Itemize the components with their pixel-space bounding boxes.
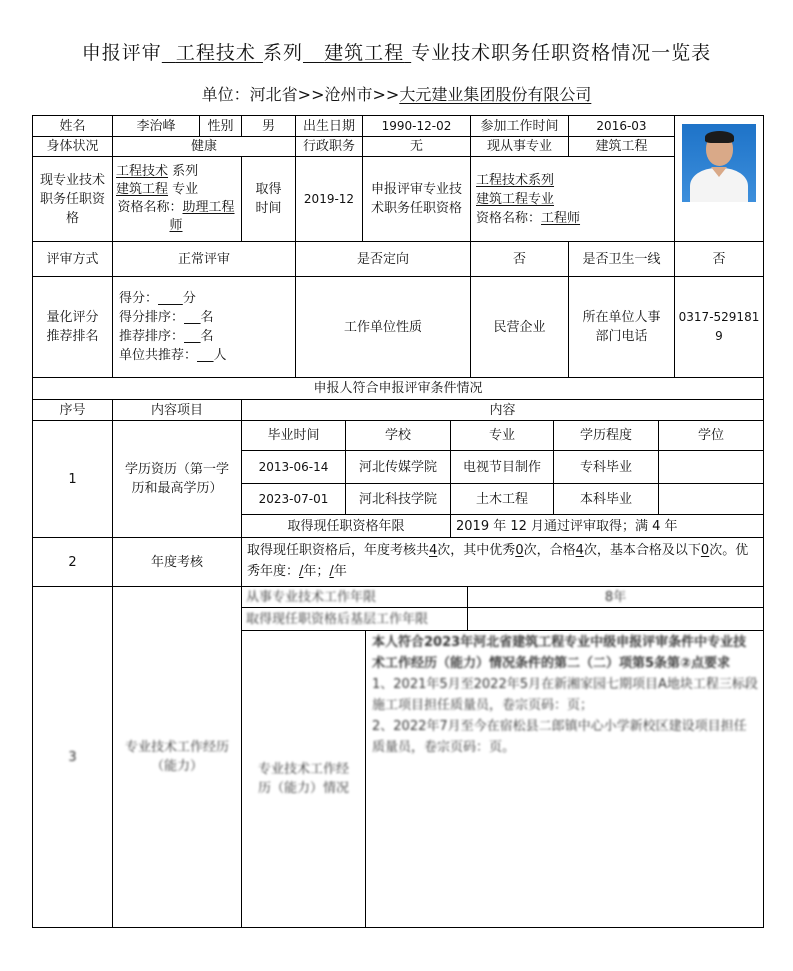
birth-label: 出生日期: [302, 118, 355, 134]
edu-data-cell: [659, 484, 763, 514]
exp-no: 3: [68, 749, 77, 765]
title-prefix: 申报评审: [81, 42, 162, 64]
qual-limit-value: 2019 年 12 月通过评审取得；满 4 年: [456, 518, 678, 534]
score-details: 得分： 分 得分排序： 名 推荐排序： 名 单位共推荐： 人: [119, 291, 227, 363]
edu-data-cell: 电视节目制作: [462, 459, 541, 475]
edu-data-cell: 2023-07-01: [258, 491, 329, 506]
work-start-label: 参加工作时间: [480, 118, 559, 134]
item-header: 内容项目: [150, 402, 203, 418]
hr-phone-label: 所在单位人事部门电话: [582, 310, 661, 344]
admin-value: 无: [409, 139, 423, 154]
annual-item: 年度考核: [150, 554, 203, 570]
annual-qualified: 4: [575, 543, 584, 558]
hr-phone-value: 0317-529181 9: [678, 310, 760, 343]
edu-item: 学历资历（第一学历和最高学历）: [124, 462, 229, 496]
apply-qual-label: 申报评审专业技术职务任职资格: [371, 182, 463, 216]
gender-label: 性别: [207, 118, 234, 134]
edu-header-cell: 学历程度: [579, 428, 632, 443]
birth-value: 1990-12-02: [381, 118, 452, 133]
edu-data-cell: 河北科技学院: [358, 491, 437, 507]
title-suffix: 专业技术职务任职资格情况一览表: [411, 42, 712, 64]
annual-excellent: 0: [515, 543, 524, 558]
applicant-photo: [682, 124, 756, 202]
page-title: [0, 38, 793, 65]
current-major-value: 建筑工程: [595, 139, 648, 154]
annual-total: 4: [429, 543, 438, 558]
edu-data-cell: 专科毕业: [579, 459, 632, 475]
gender-value: 男: [261, 118, 275, 134]
title-series: 工程技术: [175, 42, 256, 64]
unit-company: 大元建业集团股份有限公司: [399, 85, 592, 104]
apply-major: 建筑工程专业: [476, 191, 555, 207]
unit-label: 单位：: [201, 85, 250, 104]
exp-details: [366, 632, 763, 782]
unit-nature-value: 民营企业: [493, 319, 546, 335]
exp-item-2: 2、2022年7月至今在宿松县二郎镇中心小学新校区建设项目担任质量员，卷宗页码：页。: [372, 719, 747, 755]
obtain-time-label: 取得时间: [255, 182, 282, 216]
name-value: 李治峰: [136, 118, 176, 134]
annual-no: 2: [68, 554, 77, 570]
edu-data-cell: 土木工程: [475, 491, 528, 507]
directed-value: 否: [512, 251, 526, 267]
health-line-value: 否: [712, 251, 726, 267]
health-label: 身体状况: [46, 139, 99, 154]
edu-data-cell: 本科毕业: [579, 491, 632, 507]
unit-nature-label: 工作单位性质: [343, 319, 422, 335]
edu-header-cell: 学位: [697, 428, 724, 443]
no-header: 序号: [59, 402, 86, 418]
edu-header-cell: 专业: [488, 428, 515, 443]
apply-qual-value: 工程技术系列 建筑工程专业 资格名称：工程师: [476, 172, 581, 226]
content-header: 内容: [489, 402, 516, 418]
title-major: 建筑工程: [324, 42, 405, 64]
edu-data-cell: 河北传媒学院: [358, 459, 437, 475]
conditions-section-title: 申报人符合申报评审条件情况: [313, 381, 483, 396]
exp-sub-item: 专业技术工作经历（能力）情况: [257, 762, 349, 796]
edu-header-cell: 学校: [384, 428, 411, 443]
unit-line: [0, 82, 793, 105]
current-major: 建筑工程: [116, 182, 169, 197]
health-value: 健康: [190, 139, 217, 154]
apply-series: 工程技术系列: [476, 172, 555, 188]
exp-item-1: 1、2021年5月至2022年5月在新湘家园七期项目A地块工程三标段施工项目担任质量员，卷宗页码：页；: [372, 677, 758, 713]
edu-header-cell: 毕业时间: [267, 428, 320, 443]
edu-data-cell: 2013-06-14: [258, 459, 329, 474]
edu-data-cell: [659, 451, 763, 483]
apply-qual-name: 工程师: [541, 210, 581, 226]
exp-item: 专业技术工作经历（能力）: [124, 740, 229, 774]
current-series: 工程技术: [116, 164, 169, 179]
score-label: 量化评分推荐排名: [46, 310, 99, 344]
annual-text: 取得现任职资格后，年度考核共4次，其中优秀0次，合格4次，基本合格及以下0次。优秀年度：/年；/年: [247, 543, 749, 579]
exp-statement: 本人符合2023年河北省建筑工程专业中级申报评审条件中专业技术工作经历（能力）情况条件的第二（二）项第5条第②点要求: [372, 635, 747, 671]
qual-limit-label: 取得现任职资格年限: [287, 518, 405, 534]
admin-label: 行政职务: [302, 139, 355, 154]
name-label: 姓名: [59, 118, 86, 134]
obtain-time-value: 2019-12: [303, 191, 355, 206]
current-qual-name: 助理工程师: [169, 200, 235, 233]
directed-label: 是否定向: [356, 251, 409, 267]
grassroots-label: 取得现任职资格后基层工作年限: [246, 611, 429, 627]
title-series-suffix: 系列: [262, 42, 303, 64]
exp-years-label: 从事专业技术工作年限: [246, 589, 377, 605]
work-start-value: 2016-03: [596, 118, 647, 133]
health-line-label: 是否卫生一线: [582, 251, 661, 267]
review-method-value: 正常评审: [177, 251, 230, 267]
exp-years-value: 8年: [604, 589, 627, 605]
unit-province: 河北省>>沧州市>>: [249, 85, 400, 104]
review-method-label: 评审方式: [46, 251, 99, 267]
annual-basic: 0: [700, 543, 710, 558]
current-major-label: 现从事专业: [486, 139, 552, 154]
current-qual-value: 工程技术 系列 建筑工程 专业 资格名称：助理工程师: [116, 164, 235, 233]
edu-no: 1: [68, 471, 77, 487]
current-qual-label: 现专业技术职务任职资格: [39, 172, 105, 226]
